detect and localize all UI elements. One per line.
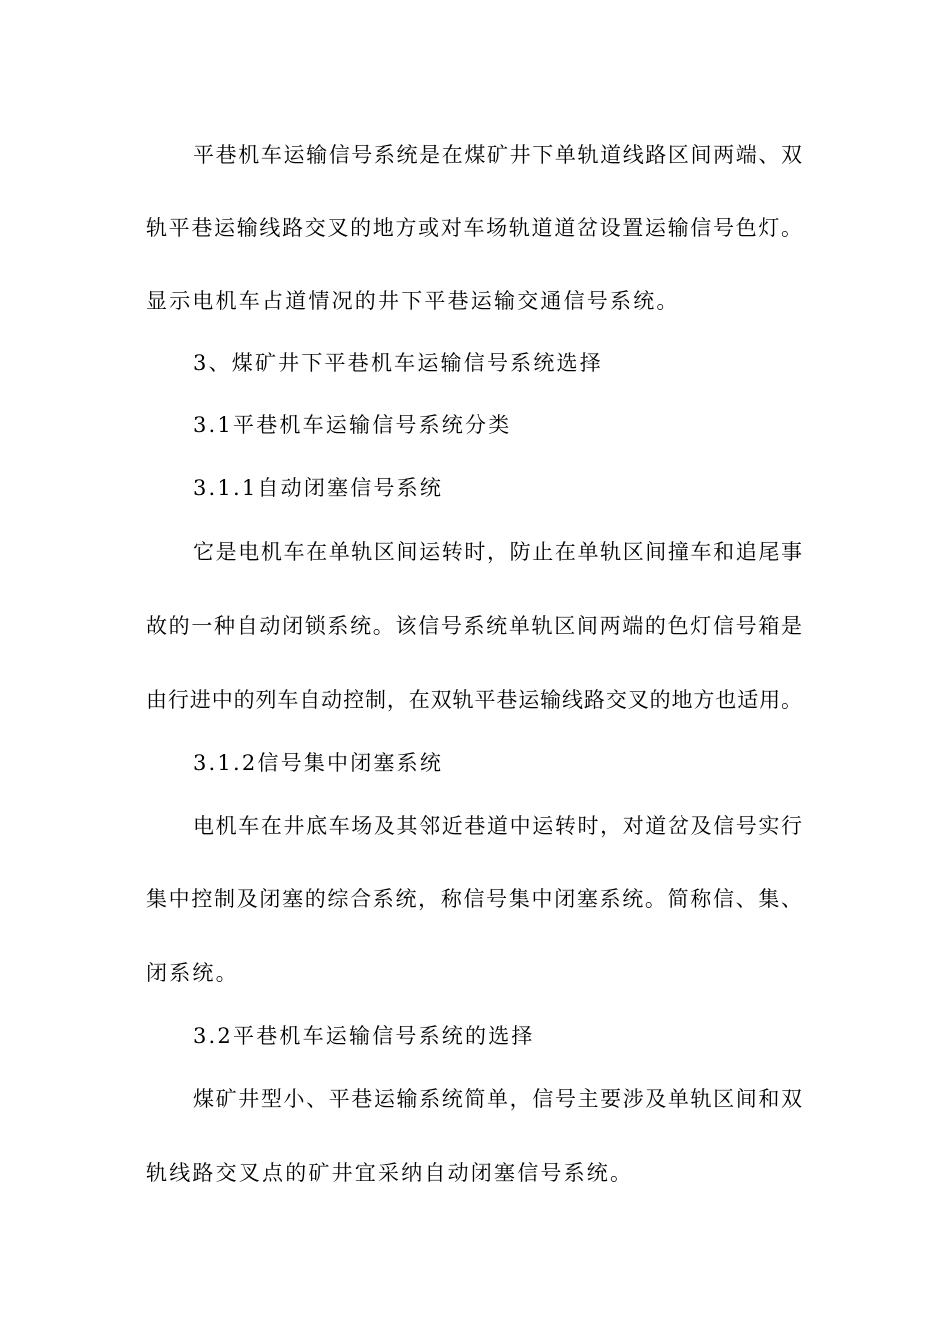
paragraph-3-line-3: 闭系统。	[146, 961, 239, 985]
paragraph-2-line-2: 故的一种自动闭锁系统。该信号系统单轨区间两端的色灯信号箱是	[146, 614, 802, 638]
paragraph-2-line-1: 它是电机车在单轨区间运转时，防止在单轨区间撞车和追尾事	[193, 540, 802, 564]
paragraph-1-line-1: 平巷机车运输信号系统是在煤矿井下单轨道线路区间两端、双	[193, 143, 802, 167]
section-heading-3-1: 3.1平巷机车运输信号系统分类	[193, 413, 512, 437]
paragraph-3-line-1: 电机车在井底车场及其邻近巷道中运转时，对道岔及信号实行	[193, 814, 802, 838]
paragraph-1-line-2: 轨平巷运输线路交叉的地方或对车场轨道道岔设置运输信号色灯。	[146, 216, 802, 240]
section-heading-3-1-2: 3.1.2信号集中闭塞系统	[193, 751, 444, 775]
section-heading-3-1-1: 3.1.1自动闭塞信号系统	[193, 476, 444, 500]
section-heading-3: 3、煤矿井下平巷机车运输信号系统选择	[193, 351, 603, 375]
paragraph-2-line-3: 由行进中的列车自动控制，在双轨平巷运输线路交叉的地方也适用。	[146, 688, 802, 712]
paragraph-1-line-3: 显示电机车占道情况的井下平巷运输交通信号系统。	[146, 289, 680, 313]
paragraph-4-line-2: 轨线路交叉点的矿井宜采纳自动闭塞信号系统。	[146, 1161, 634, 1185]
paragraph-4-line-1: 煤矿井型小、平巷运输系统简单，信号主要涉及单轨区间和双	[193, 1087, 802, 1111]
paragraph-3-line-2: 集中控制及闭塞的综合系统，称信号集中闭塞系统。简称信、集、	[146, 887, 802, 911]
section-heading-3-2: 3.2平巷机车运输信号系统的选择	[193, 1024, 535, 1048]
